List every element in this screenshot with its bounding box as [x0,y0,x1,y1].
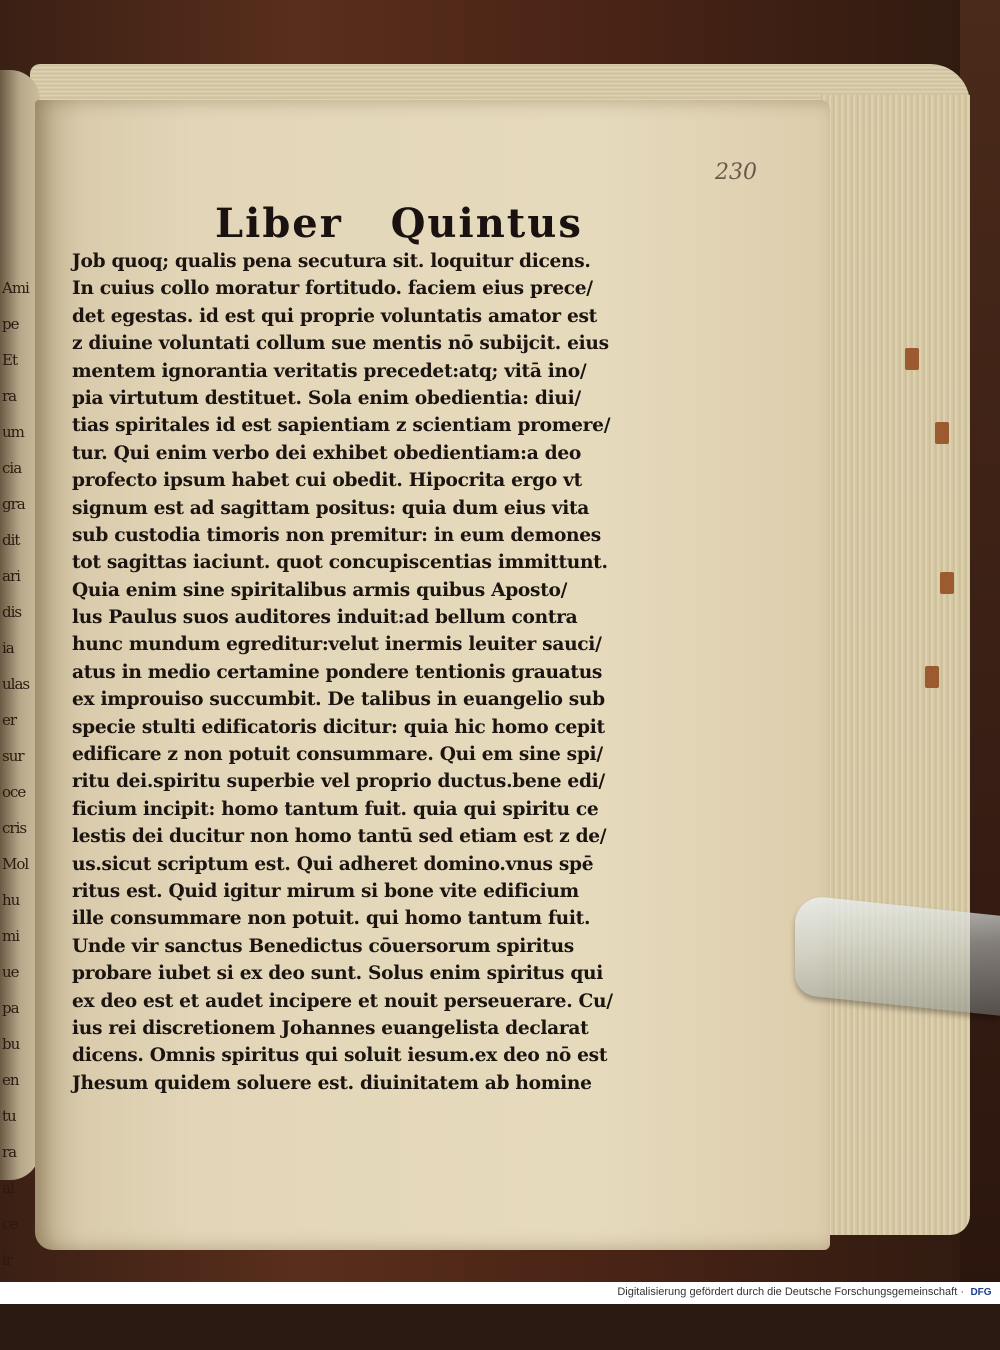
text-line: probare iubet si ex deo sunt. Solus enim spiritus qui [72,963,604,985]
left-page-line: dit [2,531,20,549]
page-tab [925,666,939,688]
left-page-line: ce [2,1215,18,1233]
dfg-logo: DFG [970,1287,992,1298]
left-page-line: pa [2,999,19,1017]
left-page-fragment [0,70,40,1341]
left-page-line: gra [2,495,25,513]
text-line: Quia enim sine spiritalibus armis quibus Aposto/ [72,579,568,601]
left-page-line: es [2,1323,17,1341]
text-line: Jhesum quidem soluere est. diuinitatem ab homine [72,1072,592,1094]
page-tab [940,572,954,594]
page-edges-right [820,95,970,1235]
text-line: hunc mundum egreditur:velut inermis leuiter sauci/ [72,634,602,656]
left-page-line: ir [2,1251,12,1269]
digitization-credit: Digitalisierung gefördert durch die Deutsche Forschungsgemeinschaft · [617,1286,964,1298]
page-heading: Liber Quintus [215,200,583,247]
left-page-line: pe [2,315,19,333]
text-line: tias spiritales id est sapientiam z scientiam promere/ [72,415,611,437]
text-line: ex improuiso succumbit. De talibus in euangelio sub [72,689,605,711]
text-line: pia virtutum destituet. Sola enim obedientia: diui/ [72,387,581,409]
text-line: ius rei discretionem Johannes euangelista declarat [72,1017,589,1039]
footer-bar [0,1282,1000,1304]
text-line: signum est ad sagittam positus: quia dum eius vita [72,497,590,519]
left-page-line: Et [2,351,17,369]
left-page-line: en [2,1071,19,1089]
left-page-line: ulas [2,675,30,693]
left-page-line: dis [2,603,22,621]
text-line: Unde vir sanctus Benedictus cōuersorum spiritus [72,935,574,957]
left-page-line: al [2,1179,14,1197]
left-page-line: oce [2,783,26,801]
text-line: us.sicut scriptum est. Qui adheret domino.vnus spē [72,853,594,875]
left-page-line: ari [2,567,20,585]
text-line: ex deo est et audet incipere et nouit perseuerare. Cu/ [72,990,613,1012]
text-line: lus Paulus suos auditores induit:ad bellum contra [72,607,578,629]
left-page-line: Ami [2,279,29,297]
text-line: Job quoq; qualis pena secutura sit. loquitur dicens. [72,251,591,272]
text-line: profecto ipsum habet cui obedit. Hipocrita ergo vt [72,470,582,492]
text-line: ficium incipit: homo tantum fuit. quia qui spiritu ce [72,798,599,820]
left-page-line: tu [2,1107,16,1125]
marginal-mark [830,540,870,570]
page-tab [935,422,949,444]
text-line: ille consummare non potuit. qui homo tantum fuit. [72,908,591,930]
text-line: edificare z non potuit consummare. Qui em sine spi/ [72,744,603,766]
text-line: lestis dei ducitur non homo tantū sed etiam est z de/ [72,826,607,848]
text-line: ritus est. Quid igitur mirum si bone vite edificium [72,880,579,902]
text-line: sub custodia timoris non premitur: in eum demones [72,524,601,546]
glass-page-weight [795,894,1000,1016]
text-line: atus in medio certamine pondere tentionis grauatus [72,661,603,683]
left-page-line: cia [2,459,22,477]
text-line: z diuine voluntati collum sue mentis nō subijcit. eius [72,333,609,355]
left-page-line: cris [2,819,27,837]
text-line: In cuius collo moratur fortitudo. faciem eius prece/ [72,278,593,300]
page-body-text [72,248,627,1097]
left-page-line: sur [2,747,24,765]
left-page-line: hu [2,891,20,909]
left-page-line: mi [2,927,20,945]
left-page-line: ue [2,963,19,981]
left-page-line: er [2,711,17,729]
left-page-line: um [2,423,24,441]
text-line: tot sagittas iaciunt. quot concupiscentias immittunt. [72,552,608,574]
left-page-line: ra [2,387,17,405]
text-line: specie stulti edificatoris dicitur: quia hic homo cepit [72,716,605,738]
left-page-line: ra [2,1143,17,1161]
text-line: mentem ignorantia veritatis precedet:atq; vitā ino/ [72,360,587,382]
left-page-line: ia [2,639,14,657]
text-line: det egestas. id est qui proprie voluntatis amator est [72,305,597,327]
page-tab [905,348,919,370]
left-page-line: Mol [2,855,29,873]
folio-number: 230 [715,160,757,185]
left-page-line: bu [2,1035,20,1053]
text-line: ritu dei.spiritu superbie vel proprio ductus.bene edi/ [72,771,605,793]
text-line: tur. Qui enim verbo dei exhibet obedientiam:a deo [72,442,581,464]
text-line: dicens. Omnis spiritus qui soluit iesum.ex deo nō est [72,1045,608,1067]
